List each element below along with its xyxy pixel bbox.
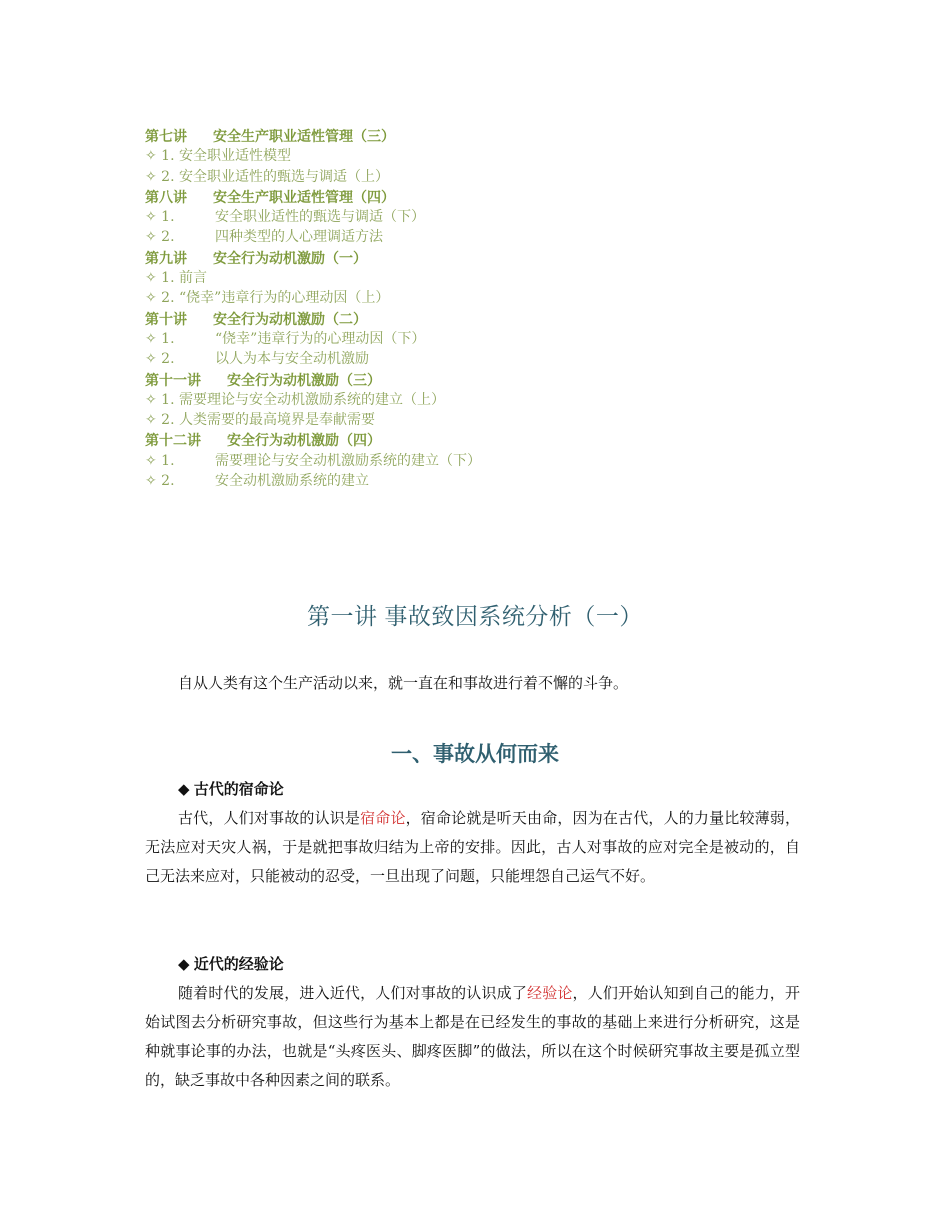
paragraph-text: ，人们开始认知到自己的能力，开始试图去分析研究事故，但这些行为基本上都是在已经发生的事故的基础上来进行分析研究，这是种就事论事的办法，也就是“头疼医头、脚疼医脚”的做法，所以在这个时候研究事故主要是孤立型的，缺乏事故中各种因素之间的联系。 (145, 984, 800, 1089)
toc-lecture-title: 安全生产职业适性管理（三） (213, 128, 395, 144)
toc-item-number: ✧ 1. (145, 209, 175, 226)
highlight-term: 宿命论 (360, 809, 406, 827)
toc-item (145, 329, 785, 349)
toc-item (145, 167, 785, 187)
toc-lecture-heading (145, 187, 785, 207)
toc-item-number: ✧ 2. (145, 351, 175, 368)
toc-lecture-title: 安全行为动机激励（三） (227, 371, 381, 388)
toc-item-number: ✧ 2. (145, 473, 175, 490)
toc-lecture-number: 第七讲 (145, 128, 187, 144)
toc-item-number: ✧ 2. (145, 412, 175, 429)
highlight-term: 经验论 (527, 984, 573, 1002)
paragraph-text: 古代，人们对事故的认识是 (178, 809, 361, 827)
toc-lecture-heading (145, 370, 785, 390)
toc-lecture-number: 第十二讲 (145, 432, 201, 449)
toc-item-number: ✧ 2. (145, 229, 175, 246)
toc-item-number: ✧ 1. (145, 391, 175, 408)
toc-item-number: ✧ 1. (145, 452, 175, 469)
toc-item (145, 146, 785, 166)
toc-item (145, 471, 785, 491)
toc-lecture-title: 安全行为动机激励（四） (227, 432, 381, 449)
toc-item (145, 390, 785, 410)
toc-item (145, 268, 785, 288)
toc-lecture-number: 第九讲 (145, 249, 187, 266)
section-title: 一、事故从何而来 (391, 743, 559, 766)
toc-item-title: 以人为本与安全动机激励 (215, 351, 369, 368)
paragraph-text: ，宿命论就是听天由命，因为在古代，人的力量比较薄弱，无法应对天灾人祸，于是就把事故归结为上帝的安排。因此，古人对事故的应对完全是被动的，自己无法来应对，只能被动的忍受，一旦出现了问题，只能埋怨自己运气不好。 (145, 809, 800, 885)
paragraph-fatalism (145, 804, 800, 891)
toc-lecture-title: 安全行为动机激励（一） (213, 249, 367, 266)
paragraph-text: 随着时代的发展，进入近代，人们对事故的认识成了 (178, 984, 528, 1002)
toc-lecture-number: 第十一讲 (145, 371, 201, 388)
toc-item-title: “侥幸”违章行为的心理动因（上） (179, 290, 390, 307)
toc-lecture-title: 安全生产职业适性管理（四） (213, 188, 395, 205)
toc-item-title: 人类需要的最高境界是奉献需要 (179, 412, 375, 429)
table-of-contents (145, 126, 785, 491)
toc-item-title: 四种类型的人心理调适方法 (215, 229, 383, 246)
toc-item (145, 207, 785, 227)
toc-item-title: 安全职业适性的甄选与调适（下） (215, 209, 425, 226)
toc-lecture-heading (145, 309, 785, 329)
toc-item (145, 410, 785, 430)
toc-item-number: ✧ 2. (145, 168, 175, 185)
toc-item-title: 安全职业适性模型 (179, 148, 291, 165)
toc-item (145, 288, 785, 308)
toc-item-number: ✧ 1. (145, 148, 175, 165)
intro-paragraph: 自从人类有这个生产活动以来，就一直在和事故进行着不懈的斗争。 (178, 674, 629, 692)
toc-item-title: “侥幸”违章行为的心理动因（下） (215, 330, 426, 347)
toc-item-title: 需要理论与安全动机激励系统的建立（上） (179, 391, 445, 408)
page-title: 第一讲 事故致因系统分析（一） (307, 603, 643, 629)
subheading-empiricism: ◆ 近代的经验论 (178, 956, 284, 973)
toc-lecture-heading (145, 126, 785, 146)
toc-lecture-heading (145, 248, 785, 268)
subheading-fatalism: ◆ 古代的宿命论 (178, 781, 284, 798)
toc-item-number: ✧ 1. (145, 270, 175, 287)
toc-item-number: ✧ 2. (145, 290, 175, 307)
toc-lecture-number: 第八讲 (145, 188, 187, 205)
toc-item-title: 安全职业适性的甄选与调适（上） (179, 168, 389, 185)
toc-item-number: ✧ 1. (145, 330, 175, 347)
toc-item-title: 需要理论与安全动机激励系统的建立（下） (215, 452, 481, 469)
toc-lecture-title: 安全行为动机激励（二） (213, 310, 367, 327)
toc-item (145, 227, 785, 247)
toc-item (145, 349, 785, 369)
toc-item (145, 451, 785, 471)
toc-item-title: 前言 (179, 270, 207, 287)
toc-item-title: 安全动机激励系统的建立 (215, 473, 369, 490)
toc-lecture-heading (145, 430, 785, 450)
paragraph-empiricism (145, 979, 800, 1095)
toc-lecture-number: 第十讲 (145, 310, 187, 327)
